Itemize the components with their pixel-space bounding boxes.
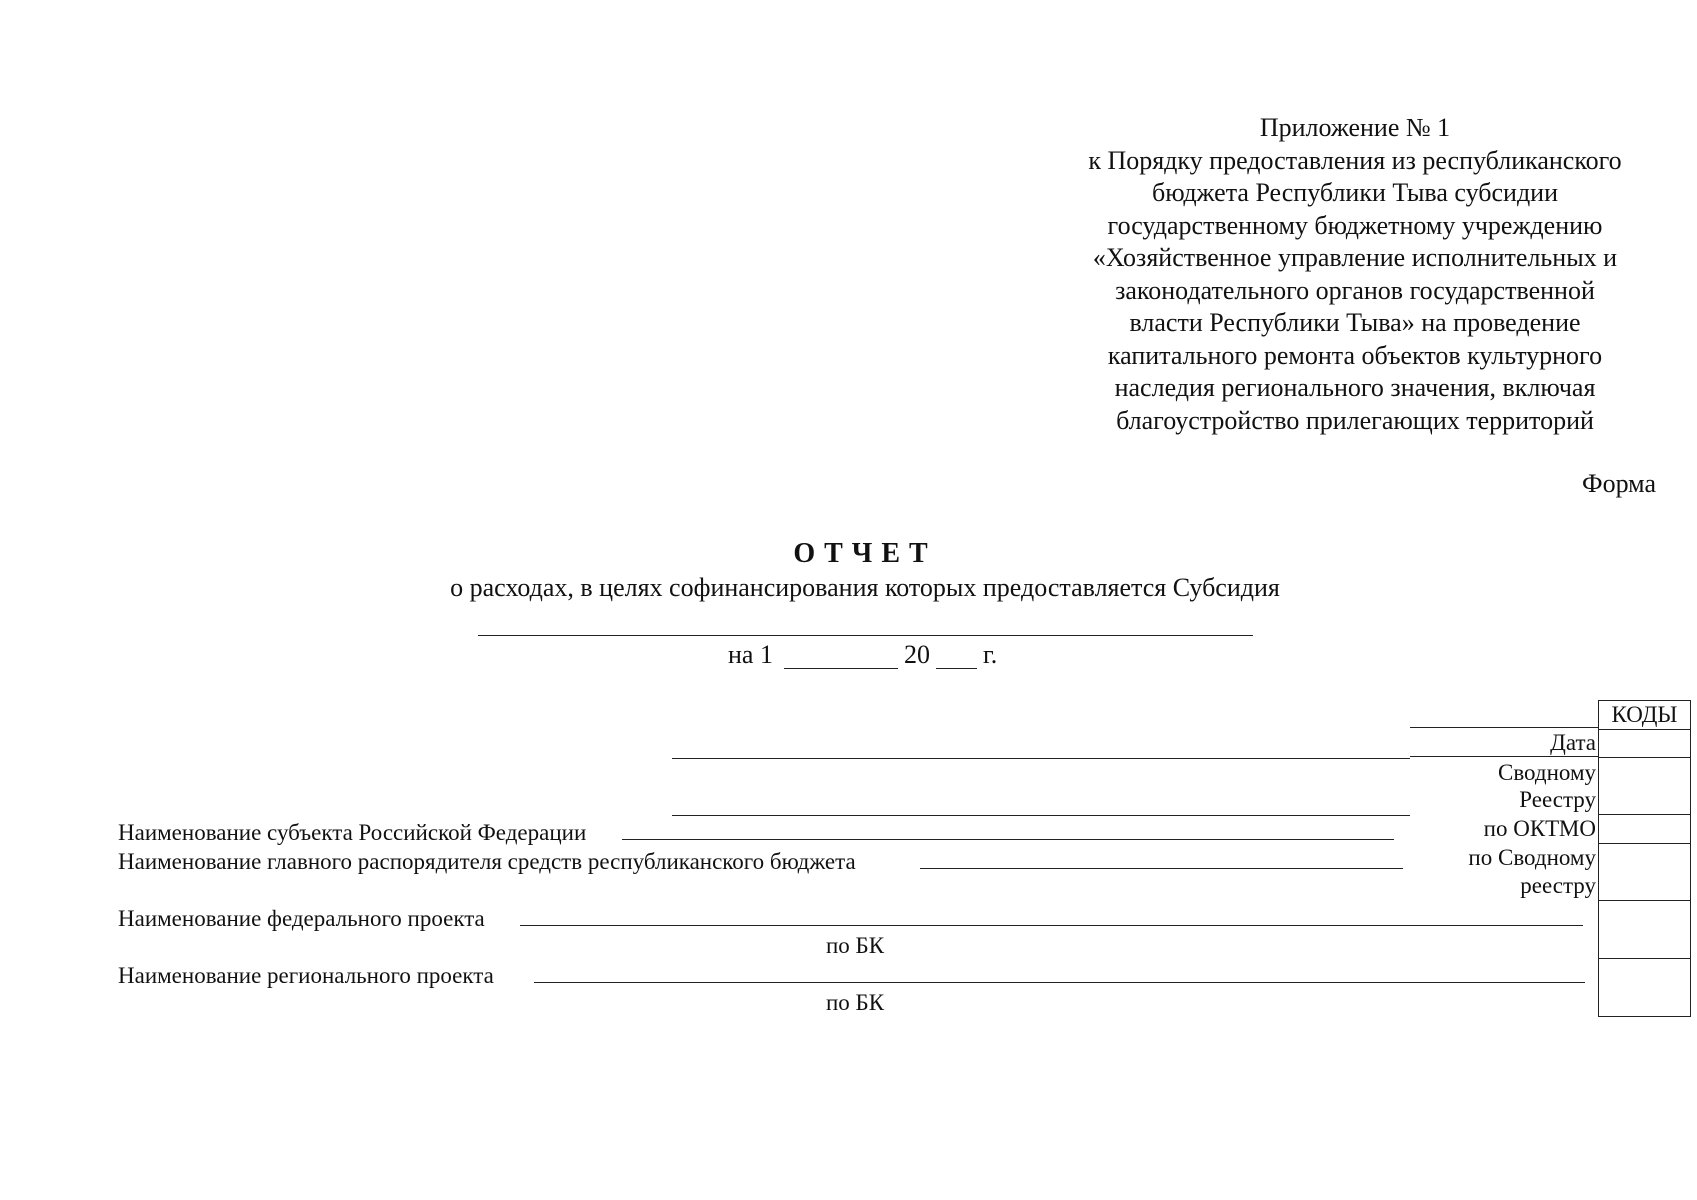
report-date-prefix: на 1 (728, 640, 773, 669)
codes-cell-divider (1598, 814, 1691, 815)
annex-line: наследия регионального значения, включая (1114, 373, 1596, 402)
registry-code-label-2: Реестру (1519, 787, 1596, 812)
report-date-year-blank[interactable] (936, 668, 977, 669)
annex-line: благоустройство прилегающих территорий (1116, 405, 1594, 435)
report-date-month-blank[interactable] (784, 668, 898, 669)
registry2-code-label: по Сводному (1468, 845, 1596, 870)
codes-column (1598, 730, 1691, 1017)
federal-bk-label: по БК (826, 933, 885, 958)
codes-cell-divider (1598, 900, 1691, 901)
date-code-label: Дата (1550, 730, 1596, 755)
codes-cell-divider (1598, 958, 1691, 959)
annex-line: бюджета Республики Тыва субсидии (1152, 178, 1558, 207)
federal-project-label: Наименование федерального проекта (118, 906, 485, 931)
subject-input-line[interactable] (622, 839, 1394, 840)
blank-line[interactable] (672, 815, 1410, 816)
codes-label-line (1410, 727, 1598, 728)
manager-label: Наименование главного распорядителя средств республиканского бюджета (118, 849, 856, 874)
annex-line: «Хозяйственное управление исполнительных и (1092, 243, 1618, 272)
codes-label-line (1410, 756, 1598, 757)
registry-code-label: Сводному (1497, 760, 1596, 785)
annex-line: к Порядку предоставления из республиканского (1088, 145, 1622, 175)
codes-header: КОДЫ (1598, 700, 1691, 730)
registry2-code-label-2: реестру (1520, 873, 1596, 898)
report-date-year-prefix: 20 (904, 640, 930, 669)
blank-line[interactable] (672, 758, 1410, 759)
report-title: ОТЧЕТ (793, 538, 937, 569)
annex-line: государственному бюджетному учреждению (1107, 210, 1603, 240)
annex-line: законодательного органов государственной (1115, 275, 1595, 305)
report-subtitle: о расходах, в целях софинансирования которых предоставляется Субсидия (450, 573, 1280, 602)
regional-bk-label: по БК (826, 990, 885, 1015)
codes-cell-divider (1598, 843, 1691, 844)
subject-label: Наименование субъекта Российской Федерации (118, 820, 587, 845)
annex-line: Приложение № 1 (1259, 113, 1451, 142)
federal-project-input-line[interactable] (520, 925, 1583, 926)
report-date-suffix: г. (983, 640, 998, 669)
regional-project-label: Наименование регионального проекта (118, 963, 494, 988)
form-label: Форма (1582, 469, 1656, 498)
annex-line: власти Республики Тыва» на проведение (1129, 308, 1581, 337)
organization-blank-line[interactable] (478, 635, 1253, 636)
codes-cell-divider (1598, 757, 1691, 758)
annex-heading (1030, 112, 1680, 437)
annex-line: капитального ремонта объектов культурного (1107, 340, 1603, 370)
manager-input-line[interactable] (920, 868, 1403, 869)
oktmo-code-label: по ОКТМО (1483, 816, 1596, 841)
regional-project-input-line[interactable] (534, 982, 1585, 983)
